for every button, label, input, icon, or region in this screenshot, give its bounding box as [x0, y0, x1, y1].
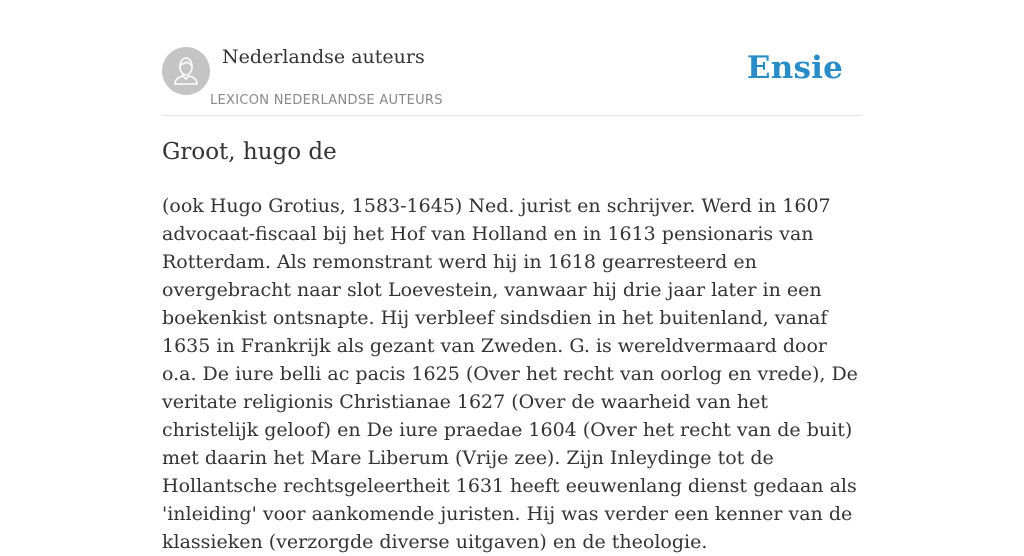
header	[162, 0, 862, 116]
entry-body: (ook Hugo Grotius, 1583-1645) Ned. jurist en schrijver. Werd in 1607 advocaat-fiscaal bij het Hof van Holland en in 1613 pensionaris van Rotterdam. Als remonstrant werd hij in 1618 gearresteerd en overgebracht naar slot Loevestein, vanwaar hij drie jaar later in een boekenkist ontsnapte. Hij verbleef sindsdien in het buitenland, vanaf 1635 in Frankrijk als gezant van Zweden. G. is wereldvermaard door o.a. De iure belli ac pacis 1625 (Over het recht van oorlog en vrede), De veritate religionis Christianae 1627 (Over de waarheid van het christelijk geloof) en De iure praedae 1604 (Over het recht van de buit) met daarin het Mare Liberum (Vrije zee). Zijn Inleydinge tot de Hollantsche rechtsgeleertheit 1631 heeft eeuwenlang dienst gedaan als 'inleiding' voor aankomende juristen. Hij was verder een kenner van de klassieken (verzorgde diverse uitgaven) en de theologie.	[162, 195, 858, 553]
entry-title: Groot, hugo de	[162, 139, 337, 165]
user-silhouette-icon	[162, 47, 210, 95]
site-name-link[interactable]: Nederlandse auteurs	[222, 46, 425, 68]
ensie-logo-link[interactable]: Ensie	[746, 50, 843, 86]
avatar[interactable]	[162, 47, 210, 95]
site-subtitle: LEXICON NEDERLANDSE AUTEURS	[210, 93, 443, 108]
page	[162, 0, 862, 553]
